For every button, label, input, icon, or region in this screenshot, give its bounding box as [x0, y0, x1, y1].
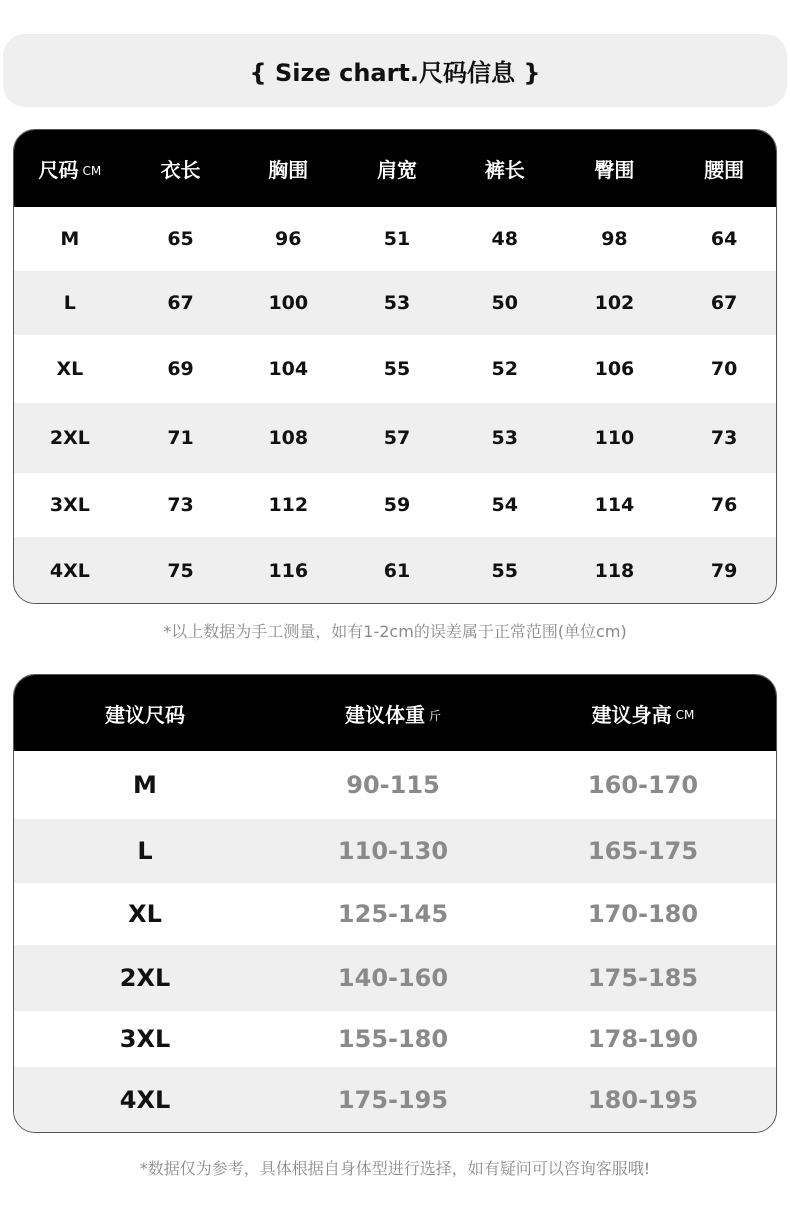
cell-size: 3XL — [119, 1025, 171, 1053]
reference-note: *数据仅为参考，具体根据自身体型进行选择，如有疑问可以咨询客服哦! — [139, 1159, 651, 1178]
cell-value: 53 — [491, 427, 518, 449]
cell-value: 116 — [268, 560, 309, 582]
cell-height: 165-175 — [587, 837, 699, 865]
cell-value: 110 — [594, 427, 635, 449]
cell-value: 102 — [594, 292, 635, 314]
cell-height: 175-185 — [587, 964, 699, 992]
cell-value: 104 — [268, 358, 309, 380]
cell-value: 106 — [594, 358, 635, 380]
cell-value: 61 — [383, 560, 411, 582]
cell-value: 59 — [383, 494, 411, 516]
cell-value: 51 — [383, 228, 411, 250]
cell-weight: 175-195 — [337, 1085, 449, 1114]
cell-value: 118 — [594, 560, 635, 582]
cell-size: 3XL — [49, 494, 90, 516]
cell-size: M — [133, 771, 157, 799]
cell-value: 112 — [268, 494, 309, 516]
cell-value: 65 — [167, 228, 194, 250]
cell-value: 108 — [268, 427, 309, 449]
cell-value: 71 — [167, 427, 194, 449]
cell-size: L — [137, 837, 153, 865]
cell-height: 180-195 — [587, 1085, 699, 1114]
header-recommended-weight: 建议体重 斤 — [344, 702, 441, 727]
header-waist: 腰围 — [704, 158, 745, 182]
cell-value: 70 — [710, 358, 738, 380]
table-row — [14, 1067, 776, 1132]
cell-size: L — [63, 292, 76, 314]
header-chest: 胸围 — [268, 158, 309, 182]
header-length: 衣长 — [160, 158, 201, 182]
cell-value: 114 — [594, 494, 635, 516]
cell-value: 54 — [491, 494, 518, 516]
cell-value: 96 — [275, 228, 302, 250]
cell-value: 57 — [383, 427, 411, 449]
cell-weight: 90-115 — [346, 771, 440, 799]
cell-weight: 125-145 — [337, 900, 449, 928]
header-recommended-size: 建议尺码 — [105, 702, 185, 727]
table-row — [14, 1011, 776, 1067]
table-row — [14, 271, 776, 335]
header-size: 尺码 CM — [38, 158, 102, 182]
cell-size: 4XL — [119, 1085, 171, 1114]
cell-value: 55 — [383, 358, 411, 380]
cell-value: 69 — [167, 358, 194, 380]
header-hip: 臀围 — [594, 158, 635, 182]
table-row — [14, 819, 776, 883]
cell-height: 170-180 — [587, 900, 699, 928]
cell-value: 76 — [710, 494, 738, 516]
cell-size: 4XL — [49, 560, 90, 582]
cell-weight: 155-180 — [337, 1025, 449, 1053]
table-row — [14, 335, 776, 403]
recommendation-table — [13, 674, 777, 1133]
table-row — [14, 751, 776, 819]
cell-value: 50 — [491, 292, 518, 314]
cell-height: 160-170 — [587, 771, 699, 799]
cell-height: 178-190 — [587, 1025, 699, 1053]
table-row — [14, 473, 776, 537]
header-pants-length: 裤长 — [484, 158, 525, 182]
cell-value: 64 — [710, 228, 738, 250]
cell-value: 75 — [167, 560, 194, 582]
table-row — [14, 945, 776, 1011]
measurement-note: *以上数据为手工测量，如有1-2cm的误差属于正常范围(单位cm) — [163, 622, 627, 641]
cell-size: XL — [128, 900, 162, 928]
cell-value: 73 — [167, 494, 194, 516]
table-row — [14, 207, 776, 271]
table-row — [14, 403, 776, 473]
cell-value: 67 — [710, 292, 738, 314]
recommendation-header — [14, 675, 776, 751]
cell-value: 52 — [491, 358, 518, 380]
cell-weight: 110-130 — [337, 837, 449, 865]
cell-weight: 140-160 — [337, 964, 449, 992]
cell-value: 98 — [601, 228, 628, 250]
size-chart-header — [14, 130, 776, 207]
header-recommended-height: 建议身高 CM — [591, 702, 695, 727]
size-chart-table — [13, 129, 777, 604]
header-shoulder: 肩宽 — [376, 158, 417, 182]
cell-size: XL — [56, 358, 84, 380]
table-row — [14, 537, 776, 604]
table-row — [14, 883, 776, 945]
cell-value: 79 — [710, 560, 738, 582]
cell-value: 67 — [167, 292, 194, 314]
cell-value: 53 — [383, 292, 411, 314]
cell-size: M — [60, 228, 80, 250]
cell-value: 48 — [491, 228, 518, 250]
page-title: { Size chart.尺码信息 } — [3, 34, 787, 107]
cell-size: 2XL — [119, 964, 171, 992]
cell-size: 2XL — [49, 427, 90, 449]
cell-value: 100 — [268, 292, 309, 314]
cell-value: 73 — [710, 427, 738, 449]
cell-value: 55 — [491, 560, 518, 582]
